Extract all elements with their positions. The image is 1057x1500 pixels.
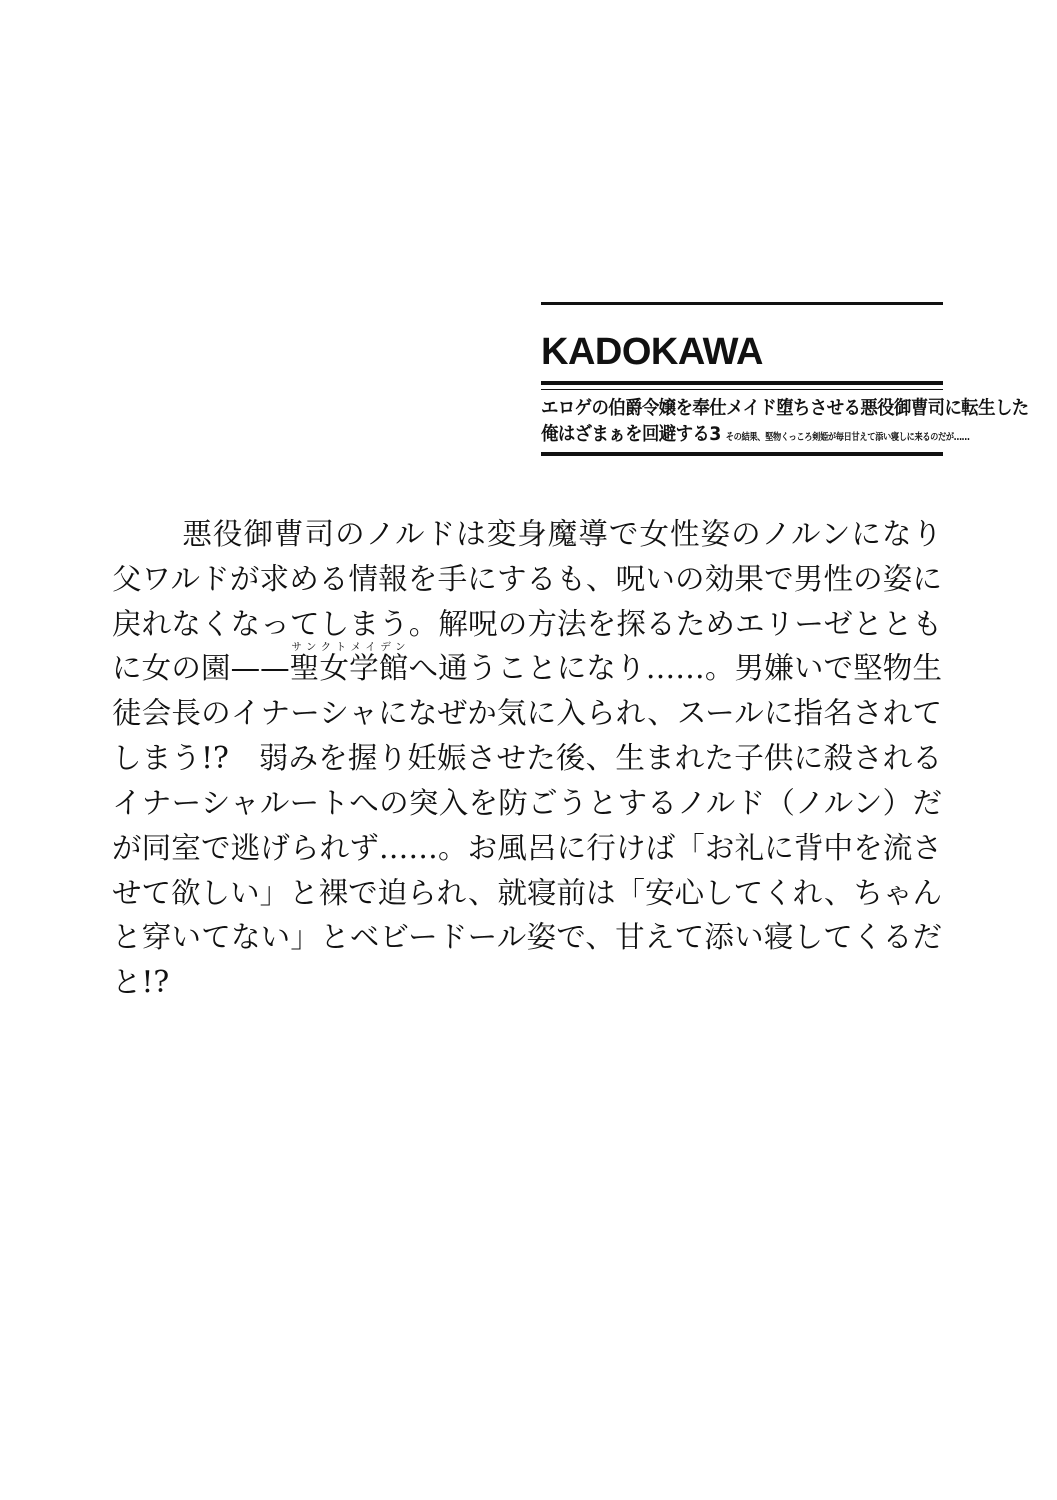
blurb-part-1: 悪役御曹司のノルドは変身魔導で女性姿のノルンになり父ワルドが求める情報を手にするも、呪いの効果で男性の姿に戻れなくなってしまう。解呪の方法を探るためエリーゼとともに女の園—— [112, 517, 942, 686]
publisher-logo: KADOKAWA [541, 331, 763, 373]
title-top-rule-thin [541, 389, 943, 390]
title-bottom-rule [541, 452, 943, 456]
blurb-text [112, 512, 942, 1005]
ruby-annotation [289, 641, 409, 686]
masthead [541, 302, 1029, 456]
book-subtitle: その結果、堅物くっころ剣姫が毎日甘えて添い寝しに来るのだが…… [725, 431, 970, 443]
ruby-text: サンクトメイデン [289, 641, 409, 654]
blurb-paragraph [112, 512, 942, 1005]
book-title-line-1: エロゲの伯爵令嬢を奉仕メイド堕ちさせる悪役御曹司に転生した [541, 398, 1029, 419]
blurb-part-2: へ通うことになり……。男嫌いで堅物生徒会長のイナーシャになぜか気に入られ、スールに指名されてしまう!? 弱みを握り妊娠させた後、生まれた子供に殺されるイナーシャルートへの突入を防ごうとするノルド（ノルン）だが同室で逃げられず……。お風呂に行けば「お礼に背中を流させて欲しい」と裸で迫られ、就寝前は「安心してくれ、ちゃんと穿いてない」とベビードール姿で、甘えて添い寝してくるだと!? [112, 651, 942, 1000]
book-title [541, 396, 1029, 447]
ruby-base: 聖女学館 [289, 651, 409, 686]
book-title-line-2: 俺はざまぁを回避する3 [541, 423, 721, 445]
title-top-rule-thick [541, 381, 943, 385]
